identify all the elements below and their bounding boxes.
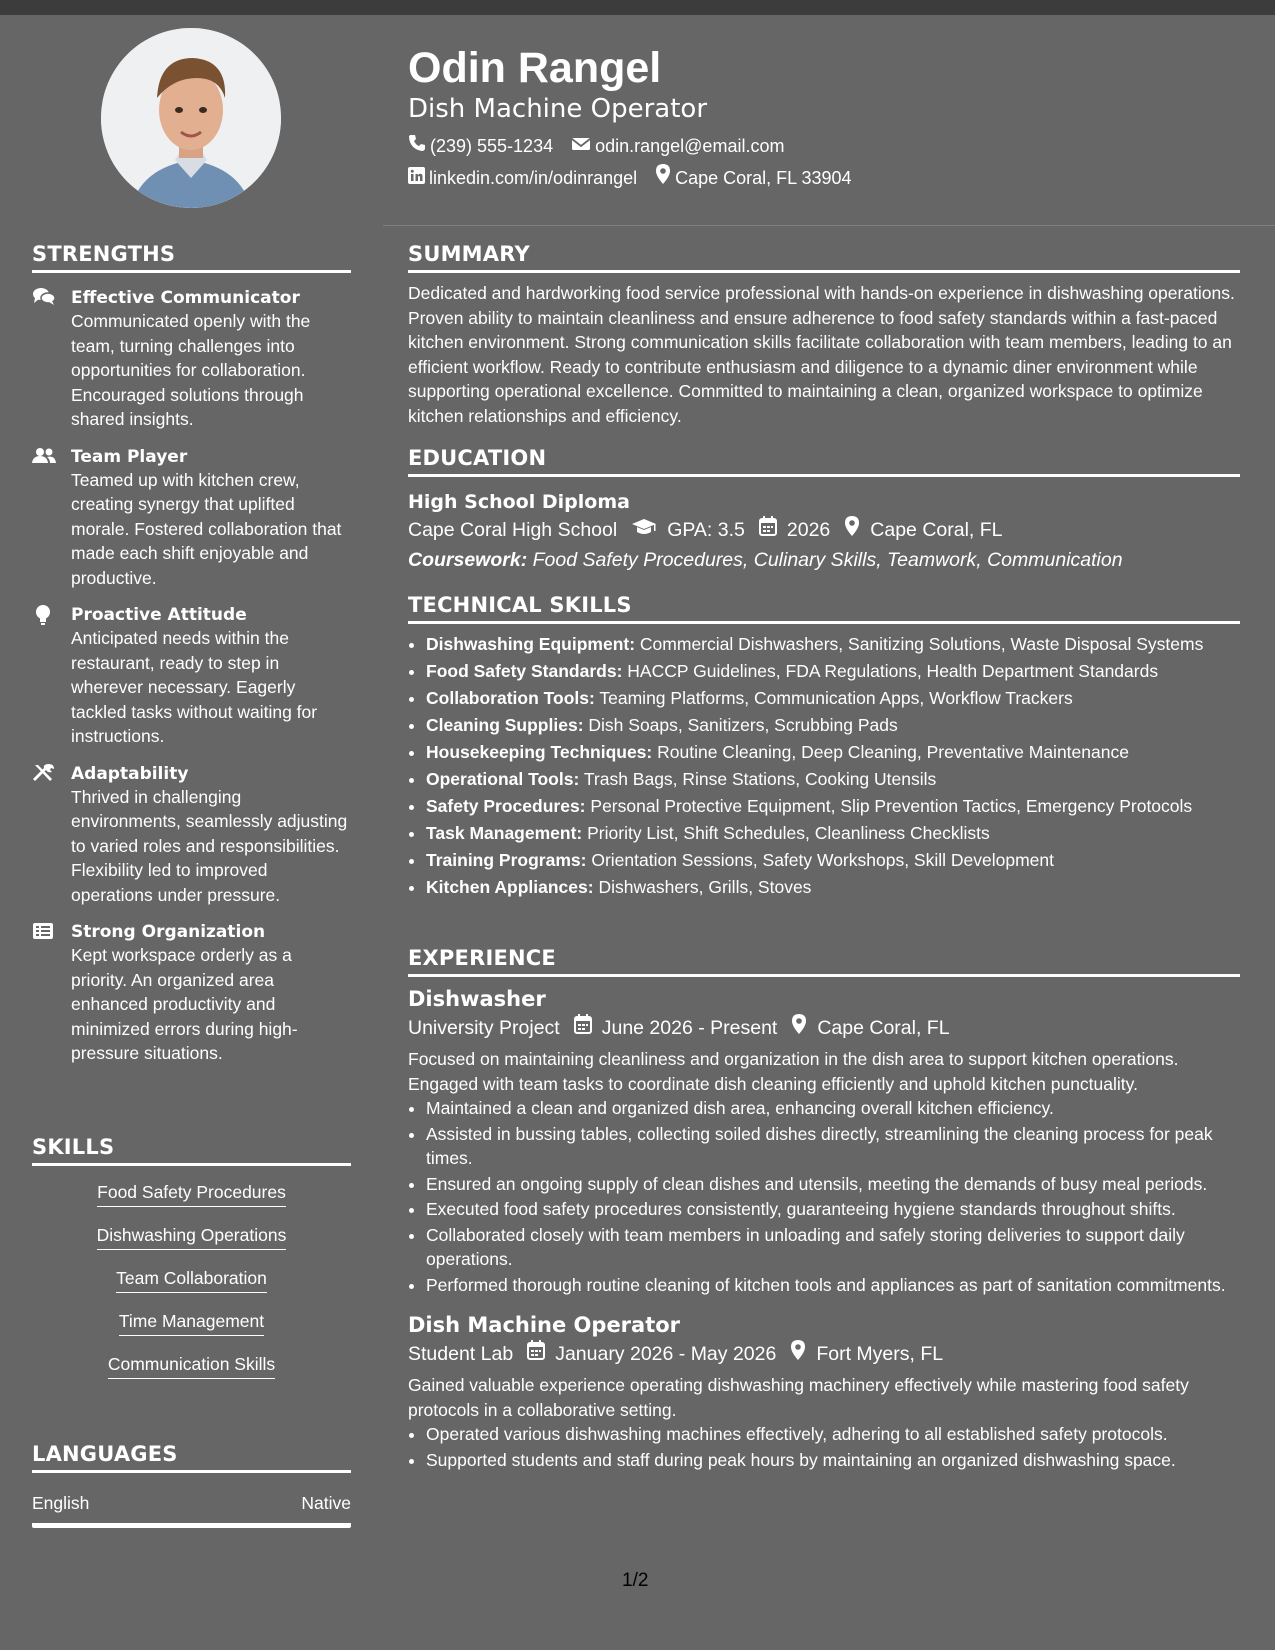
skill-item: Team Collaboration (116, 1266, 267, 1293)
map-pin-icon (844, 515, 870, 545)
technical-skill-item (426, 686, 1240, 710)
summary-title: SUMMARY (408, 242, 1240, 273)
technical-skill-item (426, 632, 1240, 656)
header-divider (383, 225, 1275, 226)
contact-row (408, 130, 1248, 162)
technical-skill-item (426, 659, 1240, 683)
skill-label: Housekeeping Techniques: (426, 742, 653, 762)
skill-label: Collaboration Tools: (426, 688, 595, 708)
job-bullet: • Assisted in bussing tables, collecting soiled dishes directly, streamlining the cleaning process for peak times. (426, 1122, 1240, 1171)
skill-label: Kitchen Appliances: (426, 877, 594, 897)
graduation-cap-icon (631, 515, 667, 545)
language-name: English (32, 1493, 90, 1513)
job-bullet: • Performed thorough routine cleaning of kitchen tools and appliances as part of sanitation commitments. (426, 1273, 1240, 1298)
school-text: Cape Coral High School (408, 519, 618, 541)
org-text: Student Lab (408, 1343, 514, 1366)
job-bullet: • Supported students and staff during peak hours by maintaining an organized dishwashing space. (426, 1448, 1240, 1473)
envelope-icon (571, 130, 595, 162)
skill-value: HACCP Guidelines, FDA Regulations, Health Department Standards (627, 661, 1159, 681)
skill-item: Communication Skills (108, 1352, 275, 1379)
skill-value: Dishwashers, Grills, Stoves (598, 877, 812, 897)
job-bullet: • Operated various dishwashing machines effectively, adhering to all established safety protocols. (426, 1422, 1240, 1447)
contact-email[interactable] (571, 130, 784, 162)
technical-skill-item (426, 821, 1240, 845)
top-bar (0, 0, 1275, 15)
job-bullets (408, 1096, 1240, 1297)
job-description: Gained valuable experience operating dishwashing machinery effectively while mastering food safety protocols in a collaborative setting. (408, 1375, 1189, 1420)
job-org (408, 1339, 513, 1369)
strength-title: Effective Communicator (71, 288, 300, 308)
strength-title: Adaptability (71, 763, 189, 784)
skill-value: Dish Soaps, Sanitizers, Scrubbing Pads (588, 715, 898, 735)
map-pin-icon (655, 162, 675, 194)
tools-icon (32, 763, 56, 785)
skills-section (32, 1135, 351, 1395)
technical-skills-section (408, 593, 1240, 902)
job-bullet: • Collaborated closely with team members in unloading and safely storing deliveries to support daily operations. (426, 1223, 1240, 1272)
strength-item (32, 921, 351, 1066)
location-text: Cape Coral, FL 33904 (675, 168, 852, 188)
job-bullets (408, 1422, 1240, 1472)
technical-skill-item (426, 794, 1240, 818)
contact-phone (408, 130, 553, 162)
job-dates (527, 1339, 776, 1369)
skill-label: Cleaning Supplies: (426, 715, 584, 735)
skill-value: Orientation Sessions, Safety Workshops, Skill Development (591, 850, 1054, 870)
strength-text: Anticipated needs within the restaurant, ready to step in wherever necessary. Eagerly tackled tasks without waiting for instructions. (71, 628, 318, 746)
skill-label: Food Safety Standards: (426, 661, 623, 681)
education-section (408, 446, 1240, 575)
strength-title: Team Player (71, 446, 188, 467)
location-text: Cape Coral, FL (817, 1017, 950, 1039)
coursework-label: Coursework: (408, 549, 528, 571)
job-location (791, 1013, 949, 1043)
skill-list (32, 1180, 351, 1395)
job-entry (408, 985, 1240, 1297)
contact-linkedin[interactable] (408, 162, 637, 194)
dates-text: January 2026 - May 2026 (555, 1343, 777, 1366)
skill-value: Routine Cleaning, Deep Cleaning, Preventative Maintenance (657, 742, 1129, 762)
resume-header (408, 42, 1248, 194)
experience-section (408, 946, 1240, 1473)
skill-label: Training Programs: (426, 850, 587, 870)
skills-title: SKILLS (32, 1135, 351, 1166)
strength-text: Kept workspace orderly as a priority. An organized area enhanced productivity and minimized errors during high-pressure situations. (71, 945, 298, 1063)
technical-skills-list (408, 632, 1240, 899)
phone-icon (408, 130, 430, 162)
year-text: 2026 (786, 519, 831, 541)
job-bullet: • Ensured an ongoing supply of clean dishes and utensils, meeting the demands of busy meal periods. (426, 1172, 1240, 1197)
education-meta (408, 515, 1240, 545)
map-pin-icon (791, 1013, 817, 1043)
skill-item: Food Safety Procedures (97, 1180, 286, 1207)
profile-photo (101, 28, 281, 208)
skill-value: Personal Protective Equipment, Slip Prevention Tactics, Emergency Protocols (590, 796, 1193, 816)
technical-skill-item (426, 713, 1240, 737)
technical-skill-item (426, 848, 1240, 872)
education-title: EDUCATION (408, 446, 1240, 477)
contact-location (655, 162, 851, 194)
job-meta (408, 1013, 1240, 1043)
lightbulb-icon (32, 604, 56, 626)
phone-text: (239) 555-1234 (430, 136, 554, 156)
job-description: Focused on maintaining cleanliness and organization in the dish area to support kitchen operations. Engaged with team tasks to coordinate dish cleaning efficiently and uphold kitchen punctuality. (408, 1049, 1179, 1094)
technical-skill-item (426, 740, 1240, 764)
technical-skill-item (426, 875, 1240, 899)
location-text: Fort Myers, FL (816, 1343, 944, 1366)
strength-item (32, 763, 351, 908)
dates-text: June 2026 - Present (601, 1017, 778, 1039)
strengths-title: STRENGTHS (32, 242, 351, 273)
job-bullet: • Executed food safety procedures consistently, guaranteeing hygiene standards throughout shifts. (426, 1197, 1240, 1222)
location-text: Cape Coral, FL (870, 519, 1003, 541)
degree-title: High School Diploma (408, 491, 630, 513)
linkedin-icon (408, 162, 429, 194)
strength-text: Thrived in challenging environments, seamlessly adjusting to varied roles and responsibilities. Flexibility led to improved operations under pressure. (71, 786, 348, 905)
language-level: Native (301, 1493, 351, 1513)
strength-title: Strong Organization (71, 922, 266, 942)
gpa (631, 515, 745, 545)
skill-label: Dishwashing Equipment: (426, 634, 636, 654)
strength-title: Proactive Attitude (71, 605, 247, 625)
job-meta (408, 1339, 1240, 1369)
language-item (32, 1491, 351, 1528)
job-org (408, 1013, 560, 1043)
technical-skills-title: TECHNICAL SKILLS (408, 593, 1240, 624)
languages-title: LANGUAGES (32, 1442, 351, 1473)
calendar-icon (759, 515, 787, 545)
strength-item (32, 446, 351, 591)
candidate-name: Odin Rangel (408, 44, 662, 92)
comments-icon (32, 287, 56, 309)
summary-text: Dedicated and hardworking food service professional with hands-on experience in dishwashing operations. Proven ability to maintain cleanliness and ensure adherence to food safety standards within a fast-paced kitchen environment. Strong communication skills facilitate collaboration with team members, leading to an efficient workflow. Ready to contribute enthusiasm and diligence to a dynamic diner environment while supporting operational excellence. Committed to maintaining a clean, organized workspace to optimize kitchen relationships and efficiency. (408, 283, 1235, 426)
contact-row (408, 162, 1248, 194)
coursework-text: Food Safety Procedures, Culinary Skills, Teamwork, Communication (532, 549, 1123, 571)
strength-text: Teamed up with kitchen crew, creating synergy that uplifted morale. Fostered collaboration that made each shift enjoyable and productive. (71, 469, 342, 588)
job-title: Dish Machine Operator (408, 1313, 681, 1338)
users-icon (32, 446, 56, 468)
job-dates (574, 1013, 778, 1043)
calendar-icon (527, 1339, 555, 1369)
education-location (844, 515, 1002, 545)
skill-label: Operational Tools: (426, 769, 580, 789)
technical-skill-item (426, 767, 1240, 791)
job-bullet: • Maintained a clean and organized dish area, enhancing overall kitchen efficiency. (426, 1096, 1240, 1121)
school-name (408, 515, 617, 545)
job-entry (408, 1311, 1240, 1472)
calendar-icon (574, 1013, 602, 1043)
skill-value: Priority List, Shift Schedules, Cleanliness Checklists (587, 823, 990, 843)
skill-label: Task Management: (426, 823, 583, 843)
linkedin-text: linkedin.com/in/odinrangel (429, 168, 638, 188)
email-text: odin.rangel@email.com (595, 136, 785, 156)
strength-text: Communicated openly with the team, turning challenges into opportunities for collaboration. Encouraged solutions through shared insights. (71, 311, 311, 429)
gpa-text: GPA: 3.5 (667, 519, 745, 541)
page-number: 1/2 (622, 1570, 649, 1591)
org-text: University Project (408, 1017, 560, 1039)
strengths-section (32, 242, 351, 1066)
languages-section (32, 1442, 351, 1528)
graduation-year (759, 515, 830, 545)
strength-item (32, 604, 351, 749)
strength-item (32, 287, 351, 432)
job-location (790, 1339, 943, 1369)
summary-section (408, 242, 1240, 429)
skill-item: Dishwashing Operations (97, 1223, 287, 1250)
skill-value: Commercial Dishwashers, Sanitizing Solutions, Waste Disposal Systems (639, 634, 1204, 654)
skill-item: Time Management (119, 1309, 264, 1336)
experience-title: EXPERIENCE (408, 946, 1240, 977)
skill-value: Teaming Platforms, Communication Apps, Workflow Trackers (599, 688, 1073, 708)
list-icon (32, 921, 56, 943)
candidate-role: Dish Machine Operator (408, 94, 708, 124)
map-pin-icon (790, 1339, 816, 1369)
coursework (408, 545, 1240, 575)
job-title: Dishwasher (408, 987, 546, 1011)
skill-label: Safety Procedures: (426, 796, 586, 816)
skill-value: Trash Bags, Rinse Stations, Cooking Utensils (583, 769, 937, 789)
